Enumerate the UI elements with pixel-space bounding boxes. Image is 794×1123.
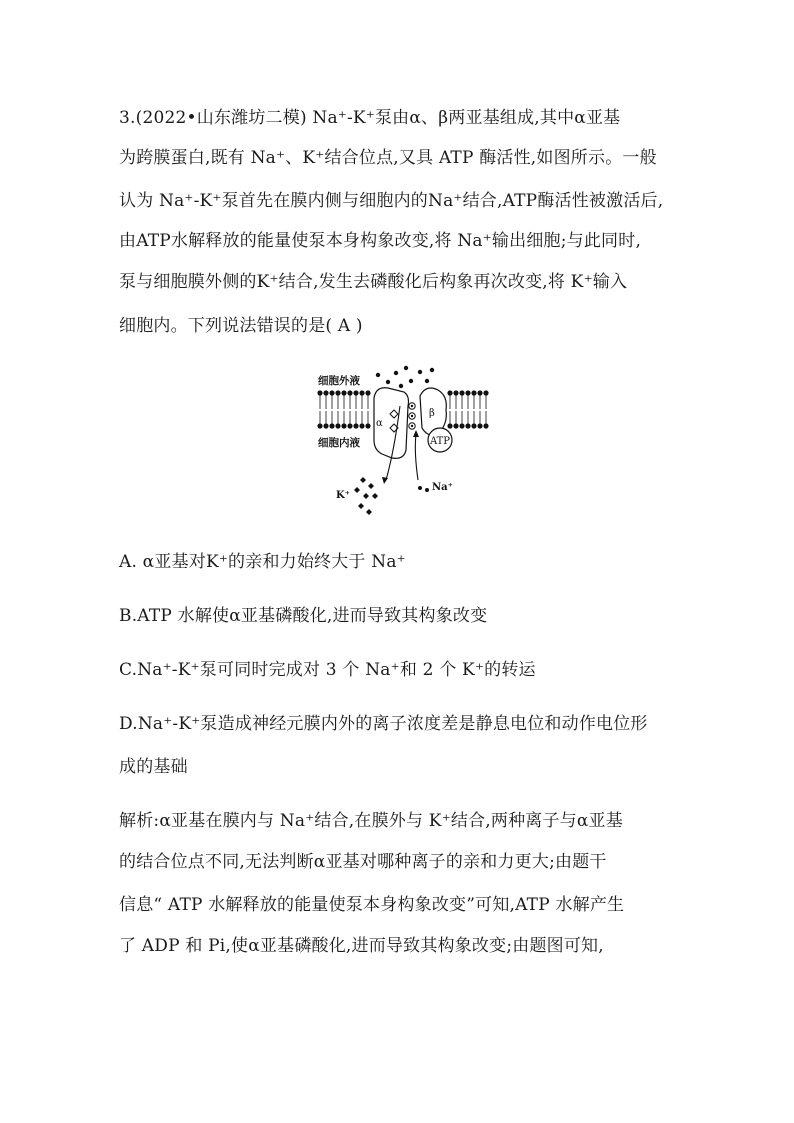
extracellular-ions [376,366,434,388]
intracellular-k-ions [354,477,378,515]
analysis-line-1: 解析:α亚基在膜内与 Na⁺结合,在膜外与 K⁺结合,两种离子与α亚基 [119,811,623,831]
option-b: B.ATP 水解使α亚基磷酸化,进而导致其构象改变 [119,606,488,626]
question-line-1: 3.(2022•山东潍坊二模) Na⁺-K⁺泵由α、β两亚基组成,其中α亚基 [119,108,621,128]
option-a: A. α亚基对K⁺的亲和力始终大于 Na⁺ [119,552,406,572]
beta-label: β [429,408,435,419]
question-line-5: 泵与细胞膜外侧的K⁺结合,发生去磷酸化后构象再次改变,将 K⁺输入 [119,272,628,292]
potassium-label: K⁺ [336,490,350,501]
analysis-line-3: 信息“ ATP 水解释放的能量使泵本身构象改变”可知,ATP 水解产生 [119,895,625,915]
sodium-label: Na⁺ [432,482,453,493]
atp-label: ATP [429,436,451,447]
sodium-potassium-pump-figure [316,362,494,522]
option-d-line-2: 成的基础 [119,757,188,777]
question-line-3: 认为 Na⁺-K⁺泵首先在膜内侧与细胞内的Na⁺结合,ATP酶活性被激活后, [119,191,664,211]
question-line-2: 为跨膜蛋白,既有 Na⁺、K⁺结合位点,又具 ATP 酶活性,如图所示。一般 [119,148,657,168]
question-line-4: 由ATP水解释放的能量使泵本身构象改变,将 Na⁺输出细胞;与此同时, [119,231,642,251]
option-d-line-1: D.Na⁺-K⁺泵造成神经元膜内外的离子浓度差是静息电位和动作电位形 [119,714,648,734]
intracellular-label: 细胞内液 [318,437,360,449]
intracellular-na-ions [418,486,429,492]
question-line-6: 细胞内。下列说法错误的是( A ) [119,316,363,336]
alpha-label: α [376,418,383,429]
extracellular-label: 细胞外液 [318,375,360,387]
analysis-line-4: 了 ADP 和 Pi,使α亚基磷酸化,进而导致其构象改变;由题图可知, [119,936,604,956]
option-c: C.Na⁺-K⁺泵可同时完成对 3 个 Na⁺和 2 个 K⁺的转运 [119,660,536,680]
analysis-line-2: 的结合位点不同,无法判断α亚基对哪种离子的亲和力更大;由题干 [119,852,607,872]
